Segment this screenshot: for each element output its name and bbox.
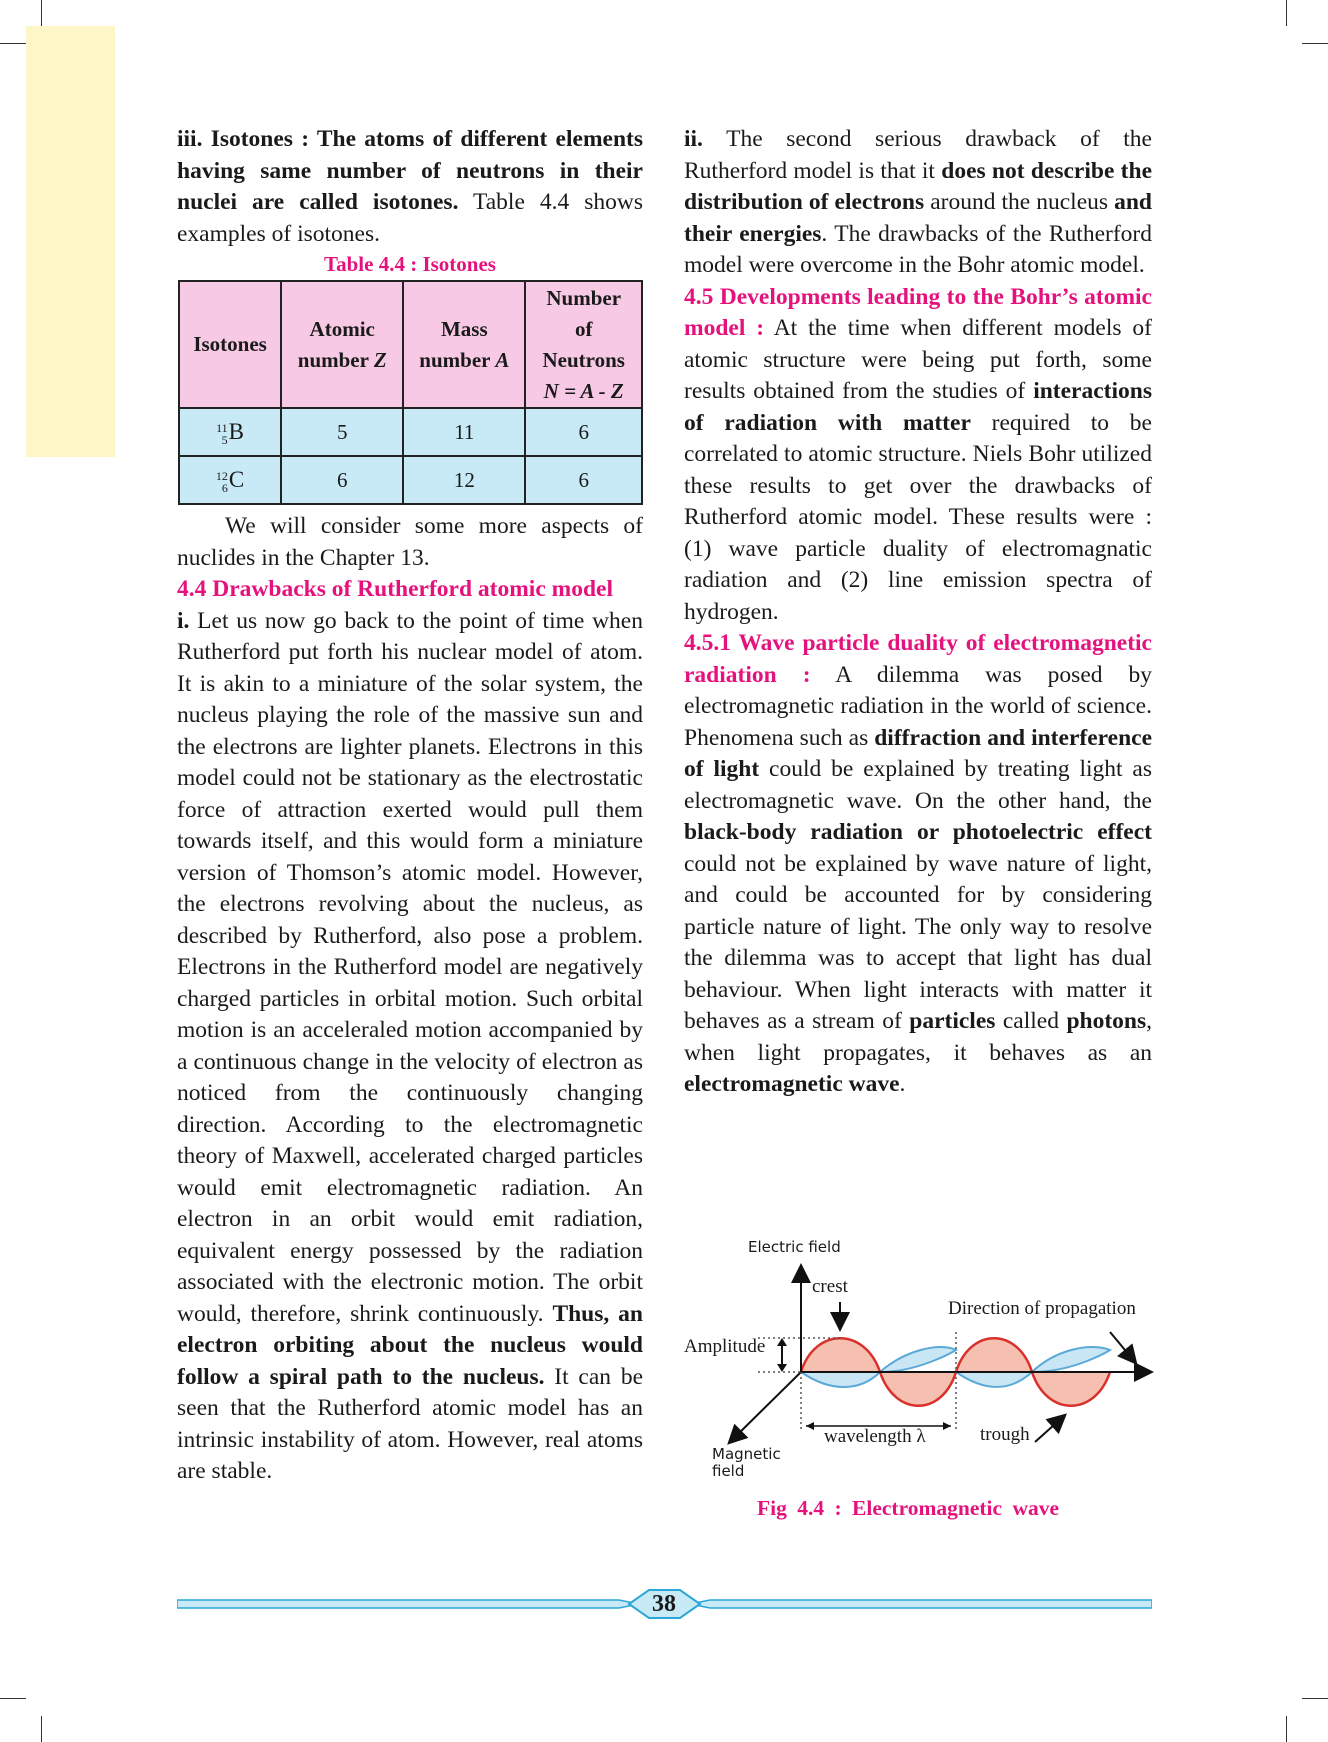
right-column bbox=[684, 124, 1152, 1101]
mass-number-cell: 12 bbox=[403, 456, 525, 504]
crest-label: crest bbox=[812, 1276, 848, 1297]
isotones-definition bbox=[177, 124, 643, 250]
figure-caption: Fig 4.4 : Electromagnetic wave bbox=[757, 1496, 1060, 1520]
electric-wave-crest bbox=[801, 1338, 880, 1372]
neutrons-cell: 6 bbox=[525, 408, 642, 456]
left-column bbox=[177, 124, 643, 1488]
crop-mark bbox=[1302, 1698, 1328, 1699]
header-isotones: Isotones bbox=[179, 281, 281, 408]
magnetic-wave-lobe bbox=[880, 1347, 956, 1372]
crop-mark bbox=[0, 43, 26, 44]
header-mass-number: Mass number A bbox=[403, 281, 525, 408]
crop-mark bbox=[41, 1716, 42, 1742]
table-caption: Table 4.4 : Isotones bbox=[324, 252, 496, 276]
isotones-table bbox=[178, 280, 643, 505]
section-4-5-1-paragraph: 4.5.1 Wave particle duality of electromagnetic radiation : A dilemma was posed by electromagnetic radiation in the world of science. Phenomena such as diffraction and interference of light could be explained by treating light as electromagnetic wave. On the other hand, the black-body radiation or photoelectric effect could not be explained by wave nature of light, and could be accounted for by considering particle nature of light. The only way to resolve the dilemma was to accept that light has dual behaviour. When light interacts with matter it behaves as a stream of particles called photons, when light propagates, it behaves as an electromagnetic wave. bbox=[684, 630, 1152, 1097]
table-row bbox=[179, 408, 642, 456]
atomic-number-cell: 6 bbox=[281, 456, 403, 504]
drawback-i-paragraph: i. Let us now go back to the point of time when Rutherford put forth his nuclear model of atom. It is akin to a miniature of the solar system, the nucleus playing the role of the massive sun and the electrons are lighter planets. Electrons in this model could not be stationary as the electrostatic force of attraction exerted would pull them towards itself, and this would form a miniature version of Thomson’s atomic model. However, the electrons revolving about the nucleus, as described by Rutherford, also pose a problem. Electrons in the Rutherford model are negatively charged particles in orbital motion. Such orbital motion is an acceleraled motion accompanied by a continuous change in the velocity of electron as noticed from the continuously changing direction. According to the electromagnetic theory of Maxwell, accelerated charged particles would emit electromagnetic radiation. An electron in an orbit would emit radiation, equivalent energy possessed by the radiation associated with the electronic motion. The orbit would, therefore, shrink continuously. Thus, an electron orbiting about the nucleus would follow a spiral path to the nucleus. It can be seen that the Rutherford atomic model has an intrinsic instability of atom. However, real atoms are stable. bbox=[177, 607, 643, 1484]
mass-number-cell: 11 bbox=[403, 408, 525, 456]
magnetic-field-label: Magnetic field bbox=[712, 1445, 781, 1480]
header-neutrons: Number of Neutrons N = A - Z bbox=[525, 281, 642, 408]
nuclide-cell: 12 6C bbox=[179, 456, 281, 504]
electric-wave-trough bbox=[880, 1372, 956, 1406]
magnetic-field-axis bbox=[730, 1372, 801, 1442]
section-4-5-1-heading: 4.5.1 Wave particle duality of electromagnetic radiation : bbox=[684, 630, 1152, 688]
table-header-row bbox=[179, 281, 642, 408]
trough-arrow bbox=[1035, 1416, 1064, 1442]
isotones-rest: Table 4.4 shows examples of isotones. bbox=[177, 189, 643, 247]
page-number: 38 bbox=[652, 1591, 676, 1617]
magnetic-wave-lobe bbox=[1032, 1347, 1110, 1372]
crop-mark bbox=[41, 0, 42, 26]
wavelength-label: wavelength λ bbox=[824, 1426, 926, 1447]
direction-label: Direction of propagation bbox=[948, 1298, 1136, 1319]
electromagnetic-wave-figure bbox=[680, 1232, 1170, 1497]
electric-wave-trough bbox=[1032, 1372, 1110, 1406]
table-row bbox=[179, 456, 642, 504]
electric-field-label: Electric field bbox=[748, 1238, 841, 1256]
drawback-ii-paragraph: ii. The second serious drawback of the Rutherford model is that it does not describe the distribution of electrons around the nucleus and their energies. The drawbacks of the Rutherford model were overcome in the Bohr atomic model. bbox=[684, 126, 1153, 278]
atomic-number-cell: 5 bbox=[281, 408, 403, 456]
crop-mark bbox=[1286, 0, 1287, 26]
section-4-4-heading: 4.4 Drawbacks of Rutherford atomic model bbox=[177, 576, 614, 602]
section-4-5-paragraph: 4.5 Developments leading to the Bohr’s atomic model : At the time when different models of atomic structure were being put forth, some results obtained from the studies of interactions of radiation with matter required to be correlated to atomic structure. Niels Bohr utilized these results to get over the drawbacks of Rutherford atomic model. These results were : (1) wave particle duality of electromagnatic radiation and (2) line emission spectra of hydrogen. bbox=[684, 283, 1152, 625]
isotones-bold-lead: iii. Isotones : The atoms of different elements having same number of neutrons in their nuclei are called isotones. bbox=[177, 126, 643, 215]
nuclide-cell: 11 5B bbox=[179, 408, 281, 456]
crop-mark bbox=[0, 1698, 26, 1699]
consider-paragraph: We will consider some more aspects of nuclides in the Chapter 13. bbox=[177, 513, 643, 571]
crop-mark bbox=[1302, 43, 1328, 44]
electric-wave-crest bbox=[956, 1338, 1032, 1372]
header-atomic-number: Atomic number Z bbox=[281, 281, 403, 408]
amplitude-label: Amplitude bbox=[684, 1336, 766, 1357]
margin-highlight-band bbox=[26, 26, 115, 457]
neutrons-cell: 6 bbox=[525, 456, 642, 504]
trough-label: trough bbox=[980, 1424, 1030, 1445]
direction-arrow bbox=[1110, 1332, 1135, 1362]
section-4-5-heading: 4.5 Developments leading to the Bohr’s atomic model : bbox=[684, 283, 1152, 341]
crop-mark bbox=[1286, 1716, 1287, 1742]
